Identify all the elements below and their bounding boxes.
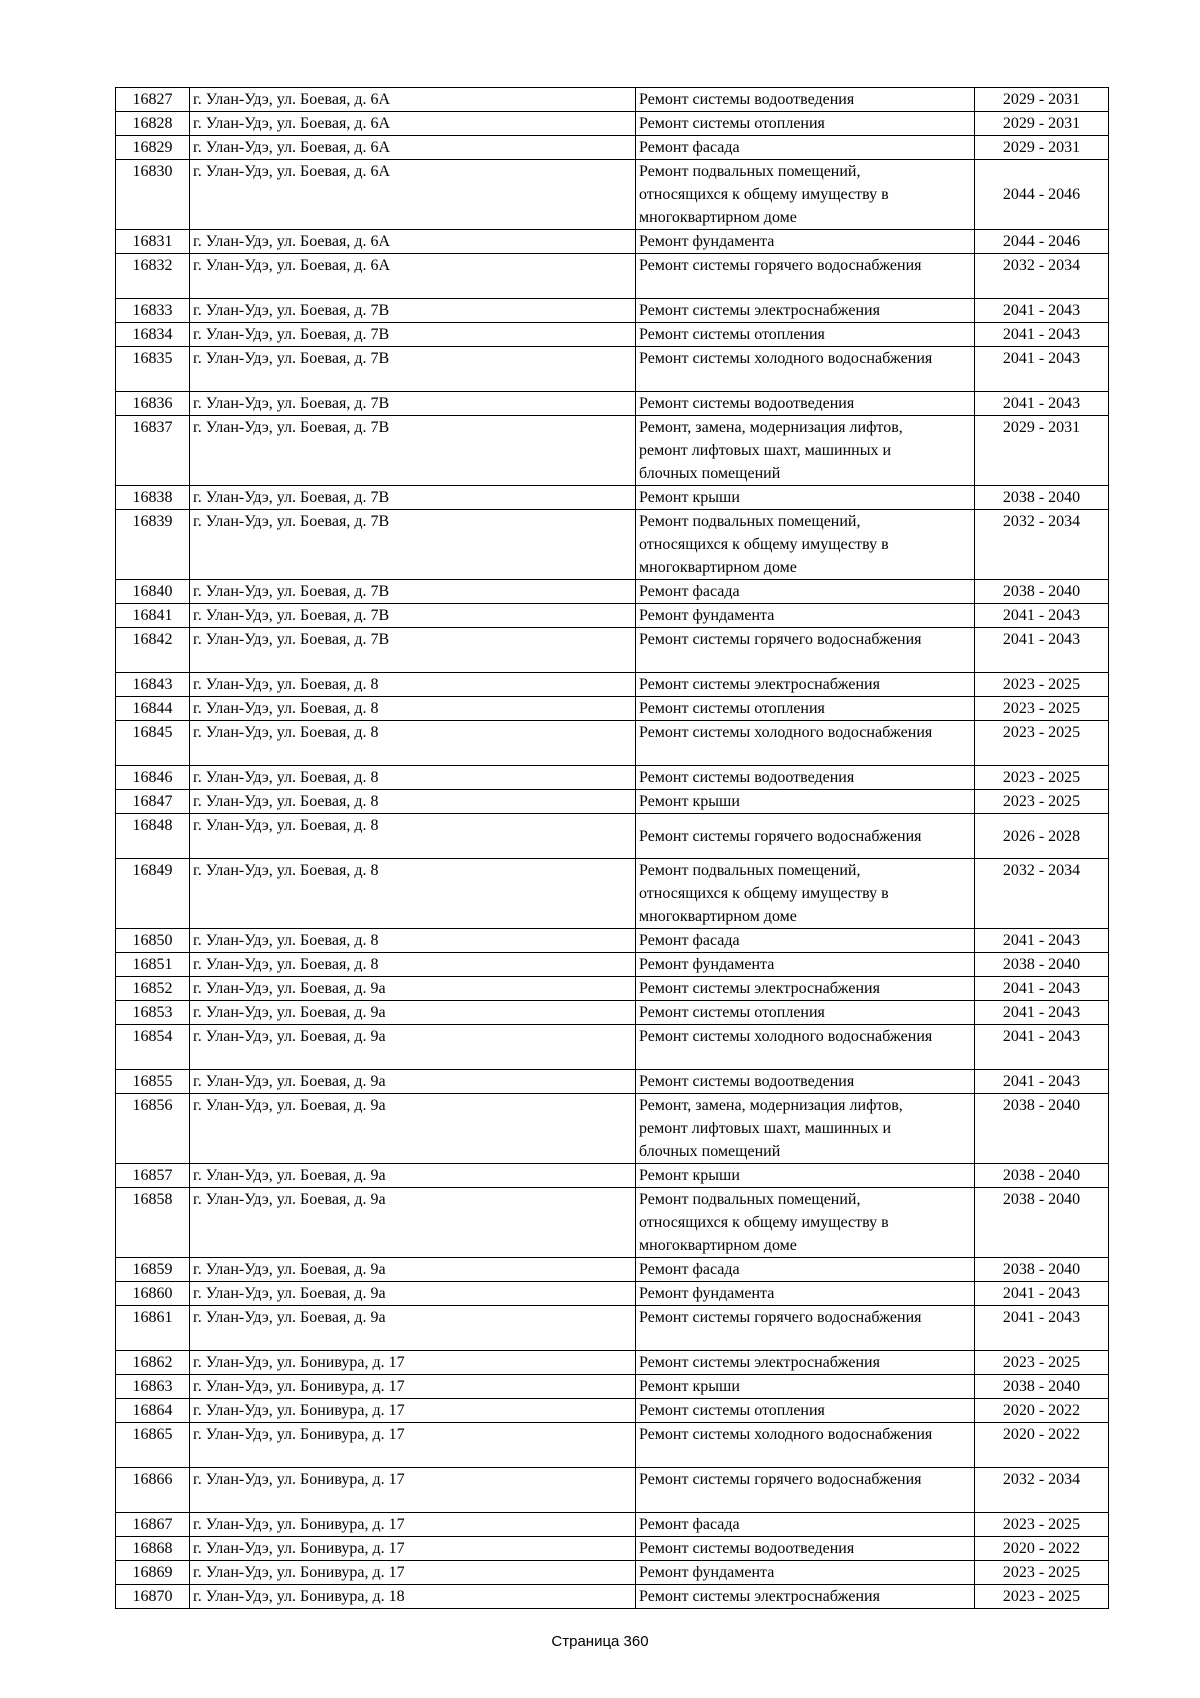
address-cell: г. Улан-Удэ, ул. Боевая, д. 8	[190, 929, 636, 953]
table-row	[116, 136, 1109, 160]
table-row	[116, 416, 1109, 486]
row-number-cell: 16859	[116, 1258, 190, 1282]
address-cell: г. Улан-Удэ, ул. Боевая, д. 7В	[190, 299, 636, 323]
address-cell: г. Улан-Удэ, ул. Бонивура, д. 17	[190, 1537, 636, 1561]
work-type-cell: Ремонт системы холодного водоснабжения	[636, 347, 975, 392]
period-cell: 2044 - 2046	[975, 160, 1109, 230]
table-row	[116, 1423, 1109, 1468]
document-table-container	[115, 87, 1108, 1609]
table-row	[116, 859, 1109, 929]
period-cell: 2023 - 2025	[975, 721, 1109, 766]
table-row	[116, 1094, 1109, 1164]
table-row	[116, 721, 1109, 766]
table-row	[116, 673, 1109, 697]
row-number-cell: 16855	[116, 1070, 190, 1094]
period-cell: 2041 - 2043	[975, 299, 1109, 323]
table-row	[116, 1513, 1109, 1537]
address-cell: г. Улан-Удэ, ул. Бонивура, д. 17	[190, 1399, 636, 1423]
row-number-cell: 16836	[116, 392, 190, 416]
address-cell: г. Улан-Удэ, ул. Боевая, д. 9а	[190, 1188, 636, 1258]
work-type-cell: Ремонт системы горячего водоснабжения	[636, 1306, 975, 1351]
work-type-cell: Ремонт фасада	[636, 1513, 975, 1537]
address-cell: г. Улан-Удэ, ул. Боевая, д. 9а	[190, 977, 636, 1001]
period-cell: 2023 - 2025	[975, 1585, 1109, 1609]
address-cell: г. Улан-Удэ, ул. Бонивура, д. 18	[190, 1585, 636, 1609]
address-cell: г. Улан-Удэ, ул. Боевая, д. 7В	[190, 416, 636, 486]
address-cell: г. Улан-Удэ, ул. Боевая, д. 8	[190, 697, 636, 721]
address-cell: г. Улан-Удэ, ул. Боевая, д. 8	[190, 673, 636, 697]
row-number-cell: 16851	[116, 953, 190, 977]
period-cell: 2032 - 2034	[975, 254, 1109, 299]
row-number-cell: 16831	[116, 230, 190, 254]
table-row	[116, 160, 1109, 230]
row-number-cell: 16832	[116, 254, 190, 299]
table-row	[116, 486, 1109, 510]
row-number-cell: 16858	[116, 1188, 190, 1258]
period-cell: 2038 - 2040	[975, 1188, 1109, 1258]
address-cell: г. Улан-Удэ, ул. Боевая, д. 6А	[190, 230, 636, 254]
row-number-cell: 16864	[116, 1399, 190, 1423]
work-type-cell: Ремонт системы отопления	[636, 697, 975, 721]
table-row	[116, 510, 1109, 580]
work-type-cell: Ремонт системы холодного водоснабжения	[636, 1423, 975, 1468]
work-type-cell: Ремонт фундамента	[636, 953, 975, 977]
table-row	[116, 323, 1109, 347]
period-cell: 2038 - 2040	[975, 1094, 1109, 1164]
period-cell: 2023 - 2025	[975, 1351, 1109, 1375]
period-cell: 2044 - 2046	[975, 230, 1109, 254]
work-type-cell: Ремонт системы водоотведения	[636, 392, 975, 416]
period-cell: 2041 - 2043	[975, 1306, 1109, 1351]
address-cell: г. Улан-Удэ, ул. Боевая, д. 6А	[190, 160, 636, 230]
table-row	[116, 1585, 1109, 1609]
work-type-cell: Ремонт подвальных помещений, относящихся к общему имуществу в многоквартирном доме	[636, 1188, 975, 1258]
table-row	[116, 1537, 1109, 1561]
period-cell: 2041 - 2043	[975, 977, 1109, 1001]
row-number-cell: 16842	[116, 628, 190, 673]
table-row	[116, 254, 1109, 299]
work-type-cell: Ремонт крыши	[636, 486, 975, 510]
work-type-cell: Ремонт системы горячего водоснабжения	[636, 1468, 975, 1513]
work-type-cell: Ремонт фундамента	[636, 1282, 975, 1306]
period-cell: 2023 - 2025	[975, 697, 1109, 721]
table-body	[116, 88, 1109, 1609]
address-cell: г. Улан-Удэ, ул. Бонивура, д. 17	[190, 1351, 636, 1375]
period-cell: 2038 - 2040	[975, 1164, 1109, 1188]
row-number-cell: 16848	[116, 814, 190, 859]
work-type-cell: Ремонт системы горячего водоснабжения	[636, 254, 975, 299]
address-cell: г. Улан-Удэ, ул. Бонивура, д. 17	[190, 1375, 636, 1399]
row-number-cell: 16827	[116, 88, 190, 112]
row-number-cell: 16853	[116, 1001, 190, 1025]
period-cell: 2032 - 2034	[975, 859, 1109, 929]
table-row	[116, 1561, 1109, 1585]
address-cell: г. Улан-Удэ, ул. Боевая, д. 8	[190, 814, 636, 859]
period-cell: 2041 - 2043	[975, 392, 1109, 416]
table-row	[116, 697, 1109, 721]
period-cell: 2023 - 2025	[975, 790, 1109, 814]
row-number-cell: 16838	[116, 486, 190, 510]
table-row	[116, 1025, 1109, 1070]
table-row	[116, 1070, 1109, 1094]
table-row	[116, 604, 1109, 628]
row-number-cell: 16830	[116, 160, 190, 230]
table-row	[116, 230, 1109, 254]
address-cell: г. Улан-Удэ, ул. Боевая, д. 6А	[190, 136, 636, 160]
work-type-cell: Ремонт подвальных помещений, относящихся к общему имуществу в многоквартирном доме	[636, 859, 975, 929]
address-cell: г. Улан-Удэ, ул. Бонивура, д. 17	[190, 1513, 636, 1537]
row-number-cell: 16847	[116, 790, 190, 814]
work-type-cell: Ремонт системы отопления	[636, 323, 975, 347]
row-number-cell: 16837	[116, 416, 190, 486]
address-cell: г. Улан-Удэ, ул. Боевая, д. 9а	[190, 1306, 636, 1351]
period-cell: 2032 - 2034	[975, 510, 1109, 580]
period-cell: 2038 - 2040	[975, 1258, 1109, 1282]
table-row	[116, 392, 1109, 416]
work-type-cell: Ремонт фундамента	[636, 604, 975, 628]
work-type-cell: Ремонт системы отопления	[636, 1001, 975, 1025]
work-type-cell: Ремонт фасада	[636, 580, 975, 604]
work-type-cell: Ремонт системы электроснабжения	[636, 673, 975, 697]
table-row	[116, 814, 1109, 859]
address-cell: г. Улан-Удэ, ул. Боевая, д. 7В	[190, 604, 636, 628]
row-number-cell: 16850	[116, 929, 190, 953]
table-row	[116, 1282, 1109, 1306]
work-type-cell: Ремонт, замена, модернизация лифтов, ремонт лифтовых шахт, машинных и блочных помещений	[636, 416, 975, 486]
table-row	[116, 88, 1109, 112]
work-type-cell: Ремонт системы холодного водоснабжения	[636, 1025, 975, 1070]
row-number-cell: 16845	[116, 721, 190, 766]
table-row	[116, 1306, 1109, 1351]
work-type-cell: Ремонт подвальных помещений, относящихся к общему имуществу в многоквартирном доме	[636, 510, 975, 580]
address-cell: г. Улан-Удэ, ул. Боевая, д. 9а	[190, 1164, 636, 1188]
row-number-cell: 16829	[116, 136, 190, 160]
period-cell: 2029 - 2031	[975, 136, 1109, 160]
row-number-cell: 16868	[116, 1537, 190, 1561]
table-row	[116, 790, 1109, 814]
address-cell: г. Улан-Удэ, ул. Боевая, д. 9а	[190, 1070, 636, 1094]
period-cell: 2029 - 2031	[975, 88, 1109, 112]
work-type-cell: Ремонт крыши	[636, 790, 975, 814]
work-type-cell: Ремонт системы электроснабжения	[636, 299, 975, 323]
row-number-cell: 16846	[116, 766, 190, 790]
work-type-cell: Ремонт фасада	[636, 929, 975, 953]
row-number-cell: 16834	[116, 323, 190, 347]
period-cell: 2041 - 2043	[975, 628, 1109, 673]
address-cell: г. Улан-Удэ, ул. Боевая, д. 7В	[190, 510, 636, 580]
work-type-cell: Ремонт системы горячего водоснабжения	[636, 814, 975, 859]
table-row	[116, 929, 1109, 953]
work-type-cell: Ремонт, замена, модернизация лифтов, ремонт лифтовых шахт, машинных и блочных помещений	[636, 1094, 975, 1164]
period-cell: 2026 - 2028	[975, 814, 1109, 859]
page-number: Страница 360	[551, 1633, 649, 1650]
address-cell: г. Улан-Удэ, ул. Боевая, д. 9а	[190, 1094, 636, 1164]
address-cell: г. Улан-Удэ, ул. Боевая, д. 9а	[190, 1001, 636, 1025]
row-number-cell: 16839	[116, 510, 190, 580]
address-cell: г. Улан-Удэ, ул. Боевая, д. 6А	[190, 88, 636, 112]
row-number-cell: 16841	[116, 604, 190, 628]
period-cell: 2041 - 2043	[975, 1001, 1109, 1025]
address-cell: г. Улан-Удэ, ул. Боевая, д. 9а	[190, 1282, 636, 1306]
table-row	[116, 580, 1109, 604]
row-number-cell: 16843	[116, 673, 190, 697]
row-number-cell: 16844	[116, 697, 190, 721]
table-row	[116, 977, 1109, 1001]
address-cell: г. Улан-Удэ, ул. Боевая, д. 6А	[190, 112, 636, 136]
work-type-cell: Ремонт системы водоотведения	[636, 88, 975, 112]
address-cell: г. Улан-Удэ, ул. Боевая, д. 8	[190, 766, 636, 790]
row-number-cell: 16835	[116, 347, 190, 392]
work-type-cell: Ремонт системы водоотведения	[636, 1070, 975, 1094]
address-cell: г. Улан-Удэ, ул. Бонивура, д. 17	[190, 1423, 636, 1468]
table-row	[116, 953, 1109, 977]
row-number-cell: 16862	[116, 1351, 190, 1375]
period-cell: 2041 - 2043	[975, 323, 1109, 347]
work-type-cell: Ремонт системы водоотведения	[636, 766, 975, 790]
address-cell: г. Улан-Удэ, ул. Боевая, д. 8	[190, 953, 636, 977]
row-number-cell: 16870	[116, 1585, 190, 1609]
table-row	[116, 766, 1109, 790]
address-cell: г. Улан-Удэ, ул. Боевая, д. 9а	[190, 1258, 636, 1282]
period-cell: 2023 - 2025	[975, 673, 1109, 697]
table-row	[116, 1351, 1109, 1375]
table-row	[116, 299, 1109, 323]
address-cell: г. Улан-Удэ, ул. Боевая, д. 8	[190, 790, 636, 814]
period-cell: 2041 - 2043	[975, 347, 1109, 392]
address-cell: г. Улан-Удэ, ул. Боевая, д. 9а	[190, 1025, 636, 1070]
work-type-cell: Ремонт системы холодного водоснабжения	[636, 721, 975, 766]
row-number-cell: 16861	[116, 1306, 190, 1351]
row-number-cell: 16856	[116, 1094, 190, 1164]
period-cell: 2032 - 2034	[975, 1468, 1109, 1513]
address-cell: г. Улан-Удэ, ул. Боевая, д. 7В	[190, 486, 636, 510]
period-cell: 2041 - 2043	[975, 929, 1109, 953]
table-row	[116, 1399, 1109, 1423]
row-number-cell: 16865	[116, 1423, 190, 1468]
table-row	[116, 628, 1109, 673]
period-cell: 2029 - 2031	[975, 112, 1109, 136]
address-cell: г. Улан-Удэ, ул. Бонивура, д. 17	[190, 1561, 636, 1585]
work-type-cell: Ремонт подвальных помещений, относящихся к общему имуществу в многоквартирном доме	[636, 160, 975, 230]
table-row	[116, 1001, 1109, 1025]
period-cell: 2023 - 2025	[975, 766, 1109, 790]
address-cell: г. Улан-Удэ, ул. Боевая, д. 7В	[190, 347, 636, 392]
row-number-cell: 16867	[116, 1513, 190, 1537]
row-number-cell: 16860	[116, 1282, 190, 1306]
period-cell: 2041 - 2043	[975, 604, 1109, 628]
address-cell: г. Улан-Удэ, ул. Боевая, д. 7В	[190, 628, 636, 673]
period-cell: 2041 - 2043	[975, 1070, 1109, 1094]
address-cell: г. Улан-Удэ, ул. Боевая, д. 7В	[190, 392, 636, 416]
address-cell: г. Улан-Удэ, ул. Бонивура, д. 17	[190, 1468, 636, 1513]
work-type-cell: Ремонт системы водоотведения	[636, 1537, 975, 1561]
row-number-cell: 16828	[116, 112, 190, 136]
work-type-cell: Ремонт фундамента	[636, 230, 975, 254]
address-cell: г. Улан-Удэ, ул. Боевая, д. 7В	[190, 580, 636, 604]
period-cell: 2038 - 2040	[975, 486, 1109, 510]
period-cell: 2020 - 2022	[975, 1399, 1109, 1423]
period-cell: 2020 - 2022	[975, 1423, 1109, 1468]
work-type-cell: Ремонт фасада	[636, 1258, 975, 1282]
table-row	[116, 1188, 1109, 1258]
table-row	[116, 1468, 1109, 1513]
row-number-cell: 16866	[116, 1468, 190, 1513]
row-number-cell: 16833	[116, 299, 190, 323]
work-type-cell: Ремонт фундамента	[636, 1561, 975, 1585]
period-cell: 2029 - 2031	[975, 416, 1109, 486]
work-type-cell: Ремонт системы электроснабжения	[636, 1585, 975, 1609]
address-cell: г. Улан-Удэ, ул. Боевая, д. 8	[190, 859, 636, 929]
work-type-cell: Ремонт системы электроснабжения	[636, 1351, 975, 1375]
work-type-cell: Ремонт крыши	[636, 1164, 975, 1188]
period-cell: 2038 - 2040	[975, 1375, 1109, 1399]
work-type-cell: Ремонт системы отопления	[636, 112, 975, 136]
row-number-cell: 16849	[116, 859, 190, 929]
work-type-cell: Ремонт фасада	[636, 136, 975, 160]
period-cell: 2023 - 2025	[975, 1513, 1109, 1537]
row-number-cell: 16840	[116, 580, 190, 604]
row-number-cell: 16869	[116, 1561, 190, 1585]
row-number-cell: 16863	[116, 1375, 190, 1399]
work-type-cell: Ремонт системы горячего водоснабжения	[636, 628, 975, 673]
address-cell: г. Улан-Удэ, ул. Боевая, д. 8	[190, 721, 636, 766]
row-number-cell: 16857	[116, 1164, 190, 1188]
row-number-cell: 16854	[116, 1025, 190, 1070]
table-row	[116, 347, 1109, 392]
address-cell: г. Улан-Удэ, ул. Боевая, д. 7В	[190, 323, 636, 347]
period-cell: 2041 - 2043	[975, 1025, 1109, 1070]
work-type-cell: Ремонт крыши	[636, 1375, 975, 1399]
period-cell: 2023 - 2025	[975, 1561, 1109, 1585]
table-row	[116, 1164, 1109, 1188]
capital-repair-table	[115, 87, 1109, 1609]
period-cell: 2020 - 2022	[975, 1537, 1109, 1561]
work-type-cell: Ремонт системы электроснабжения	[636, 977, 975, 1001]
table-row	[116, 112, 1109, 136]
period-cell: 2041 - 2043	[975, 1282, 1109, 1306]
period-cell: 2038 - 2040	[975, 580, 1109, 604]
work-type-cell: Ремонт системы отопления	[636, 1399, 975, 1423]
table-row	[116, 1375, 1109, 1399]
address-cell: г. Улан-Удэ, ул. Боевая, д. 6А	[190, 254, 636, 299]
row-number-cell: 16852	[116, 977, 190, 1001]
table-row	[116, 1258, 1109, 1282]
period-cell: 2038 - 2040	[975, 953, 1109, 977]
